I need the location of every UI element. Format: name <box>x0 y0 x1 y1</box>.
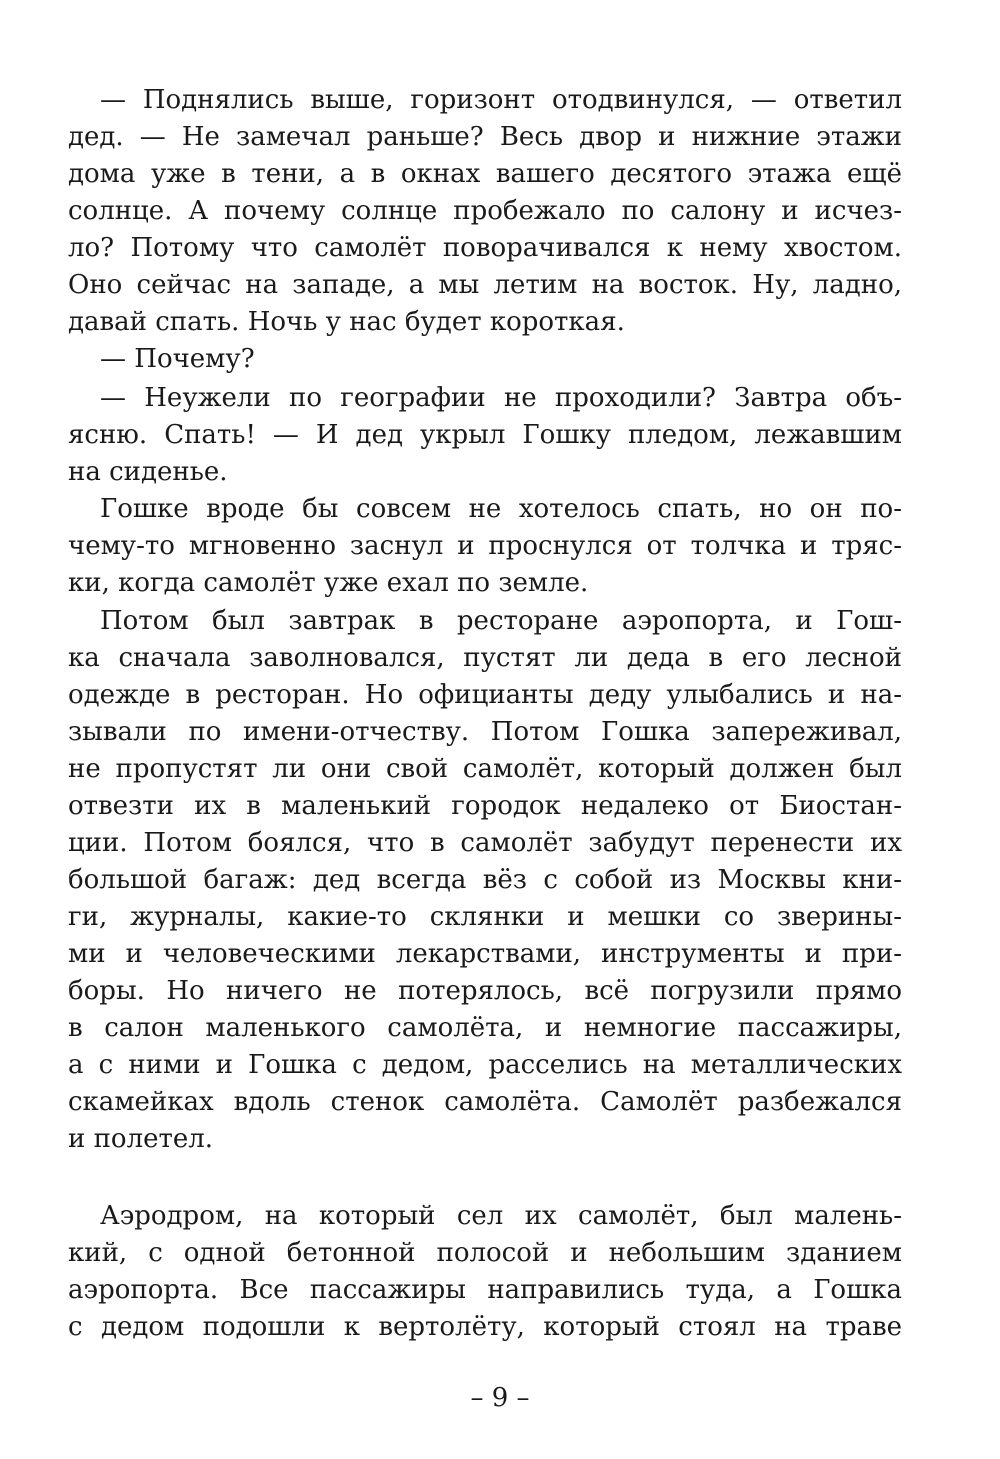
page-number: – 9 – <box>470 1383 530 1413</box>
text-line: и полетел. <box>68 1124 214 1154</box>
text-line: зывали по имени-отчеству. Потом Гошка запереживал, <box>68 717 902 747</box>
text-line: Оно сейчас на западе, а мы летим на восток. Ну, ладно, <box>68 270 902 300</box>
text-line: скамейках вдоль стенок самолёта. Самолёт разбежался <box>68 1087 902 1117</box>
text-line: отвезти их в маленький городок недалеко от Биостан- <box>68 791 902 821</box>
text-line: аэропорта. Все пассажиры направились туда, а Гошка <box>68 1275 902 1305</box>
text-line: давай спать. Ночь у нас будет короткая. <box>68 307 625 337</box>
text-line: ки, когда самолёт уже ехал по земле. <box>68 568 589 598</box>
text-line: ло? Потому что самолёт поворачивался к нему хвостом. <box>68 233 902 263</box>
text-line: одежде в ресторан. Но официанты деду улыбались и на- <box>68 680 902 710</box>
text-line: дед. — Не замечал раньше? Весь двор и нижние этажи <box>68 122 902 152</box>
text-line: — Почему? <box>100 344 255 374</box>
text-line: — Поднялись выше, горизонт отодвинулся, — ответил <box>100 85 902 115</box>
text-line: боры. Но ничего не потерялось, всё погрузили прямо <box>68 976 902 1006</box>
text-line: а с ними и Гошка с дедом, расселись на металлических <box>68 1050 902 1080</box>
text-line: большой багаж: дед всегда вёз с собой из Москвы кни- <box>68 865 902 895</box>
text-line: солнце. А почему солнце пробежало по салону и исчез- <box>68 196 902 226</box>
text-line: дома уже в тени, а в окнах вашего десятого этажа ещё <box>68 159 902 189</box>
text-line: Аэродром, на который сел их самолёт, был малень- <box>100 1201 902 1231</box>
text-line: Гошке вроде бы совсем не хотелось спать, но он по- <box>100 494 902 524</box>
text-line: ка сначала заволновался, пустят ли деда в его лесной <box>68 643 902 673</box>
text-line: ции. Потом боялся, что в самолёт забудут перенести их <box>68 828 902 858</box>
text-line: кий, с одной бетонной полосой и небольшим зданием <box>68 1238 902 1268</box>
text-line: — Неужели по географии не проходили? Завтра объ- <box>100 383 902 413</box>
text-line: не пропустят ли они свой самолёт, который должен был <box>68 754 902 784</box>
text-line: Потом был завтрак в ресторане аэропорта, и Гош- <box>100 606 902 636</box>
text-line: ми и человеческими лекарствами, инструменты и при- <box>68 939 902 969</box>
text-line: на сиденье. <box>68 457 228 487</box>
text-line: чему-то мгновенно заснул и проснулся от толчка и тряс- <box>68 531 902 561</box>
text-line: в салон маленького самолёта, и немногие пассажиры, <box>68 1013 902 1043</box>
text-line: ясню. Спать! — И дед укрыл Гошку пледом, лежавшим <box>68 420 902 450</box>
text-line: ги, журналы, какие-то склянки и мешки со зверины- <box>68 902 902 932</box>
text-line: с дедом подошли к вертолёту, который стоял на траве <box>68 1312 902 1342</box>
